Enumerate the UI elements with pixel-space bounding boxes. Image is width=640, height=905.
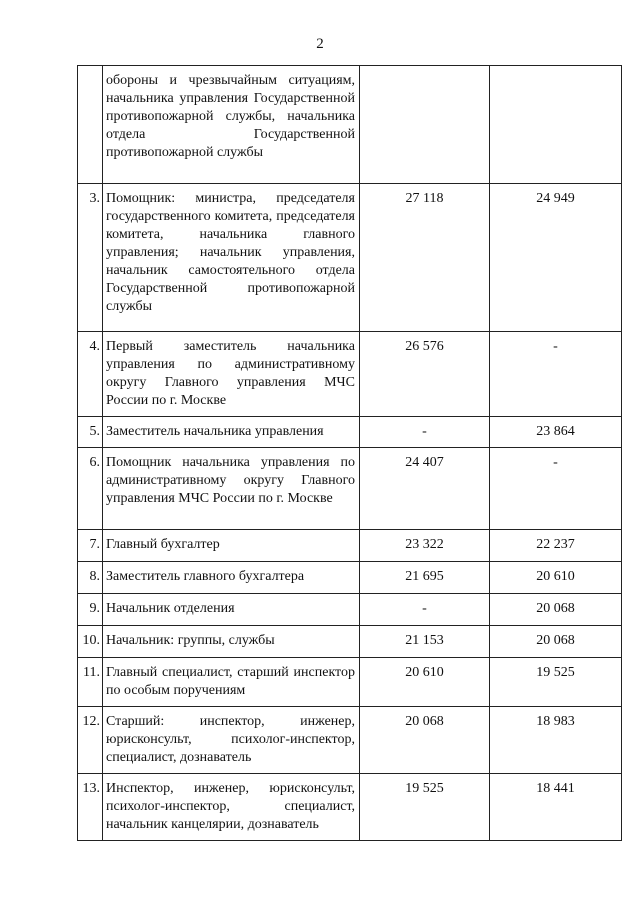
table-row (78, 594, 622, 626)
table-row (78, 626, 622, 658)
table-row (78, 530, 622, 562)
salary-value-b: - (490, 448, 622, 530)
table-row (78, 332, 622, 417)
salary-value-b: 20 068 (490, 626, 622, 658)
position-title (103, 658, 360, 707)
row-number: 8. (78, 562, 103, 594)
salary-value-a: - (360, 417, 490, 448)
row-number: 7. (78, 530, 103, 562)
row-number: 12. (78, 707, 103, 774)
salary-value-b: 19 525 (490, 658, 622, 707)
row-number: 3. (78, 184, 103, 332)
salary-value-a: 20 610 (360, 658, 490, 707)
salary-value-a: 24 407 (360, 448, 490, 530)
position-title (103, 562, 360, 594)
salary-value-a: 23 322 (360, 530, 490, 562)
position-title-text: Инспектор, инженер, юрисконсульт, психолог-инспектор, специалист, начальник канцелярии, дознаватель (106, 781, 355, 832)
table-row (78, 184, 622, 332)
position-title-text: Заместитель главного бухгалтера (106, 569, 305, 584)
position-title-text: Главный специалист, старший инспектор по особым поручениям (106, 665, 355, 698)
salary-value-b: 24 949 (490, 184, 622, 332)
salary-value-b: 20 610 (490, 562, 622, 594)
position-title (103, 594, 360, 626)
salary-value-a (360, 66, 490, 184)
row-number: 4. (78, 332, 103, 417)
position-title (103, 332, 360, 417)
row-number: 9. (78, 594, 103, 626)
row-number: 10. (78, 626, 103, 658)
row-number: 5. (78, 417, 103, 448)
position-title-text: Старший: инспектор, инженер, юрисконсульт, психолог-инспектор, специалист, дознаватель (106, 714, 355, 765)
salary-value-a: 26 576 (360, 332, 490, 417)
position-title-text: Заместитель начальника управления (106, 424, 324, 439)
position-title-text: Первый заместитель начальника управления по административному округу Главного управления МЧС России по г. Москве (106, 339, 355, 408)
position-title-text: Помощник: министра, председателя государственного комитета, председателя комитета, начальника главного управления; начальник управления, начальник самостоятельного отдела Государственной противопожарной службы (106, 191, 355, 314)
salary-value-b: 20 068 (490, 594, 622, 626)
salary-value-b: 18 983 (490, 707, 622, 774)
salary-value-a: 21 695 (360, 562, 490, 594)
row-number: 6. (78, 448, 103, 530)
salary-value-a: 21 153 (360, 626, 490, 658)
table-row (78, 562, 622, 594)
page-number: 2 (316, 36, 324, 52)
position-title-text: Начальник: группы, службы (106, 633, 275, 648)
position-title (103, 707, 360, 774)
row-number: 13. (78, 774, 103, 841)
position-title (103, 530, 360, 562)
position-title (103, 626, 360, 658)
position-title (103, 448, 360, 530)
table-row (78, 66, 622, 184)
table-row (78, 417, 622, 448)
position-title-text: Начальник отделения (106, 601, 235, 616)
position-title (103, 417, 360, 448)
table-row (78, 707, 622, 774)
salary-value-a: - (360, 594, 490, 626)
salary-value-b: 23 864 (490, 417, 622, 448)
salary-value-a: 19 525 (360, 774, 490, 841)
table-row (78, 658, 622, 707)
position-title (103, 774, 360, 841)
position-title-text: Помощник начальника управления по административному округу Главного управления МЧС России по г. Москве (106, 455, 355, 506)
row-number: 11. (78, 658, 103, 707)
salary-table (77, 65, 622, 841)
salary-value-b (490, 66, 622, 184)
position-title-text: Главный бухгалтер (106, 537, 220, 552)
salary-value-b: 22 237 (490, 530, 622, 562)
position-title (103, 184, 360, 332)
position-title-text: обороны и чрезвычайным ситуациям, начальника управления Государственной противопожарной службы, начальника отдела Государственной противопожарной службы (106, 73, 355, 160)
position-title (103, 66, 360, 184)
salary-value-a: 20 068 (360, 707, 490, 774)
salary-value-a: 27 118 (360, 184, 490, 332)
table-row (78, 448, 622, 530)
table-row (78, 774, 622, 841)
salary-value-b: 18 441 (490, 774, 622, 841)
salary-value-b: - (490, 332, 622, 417)
row-number (78, 66, 103, 184)
